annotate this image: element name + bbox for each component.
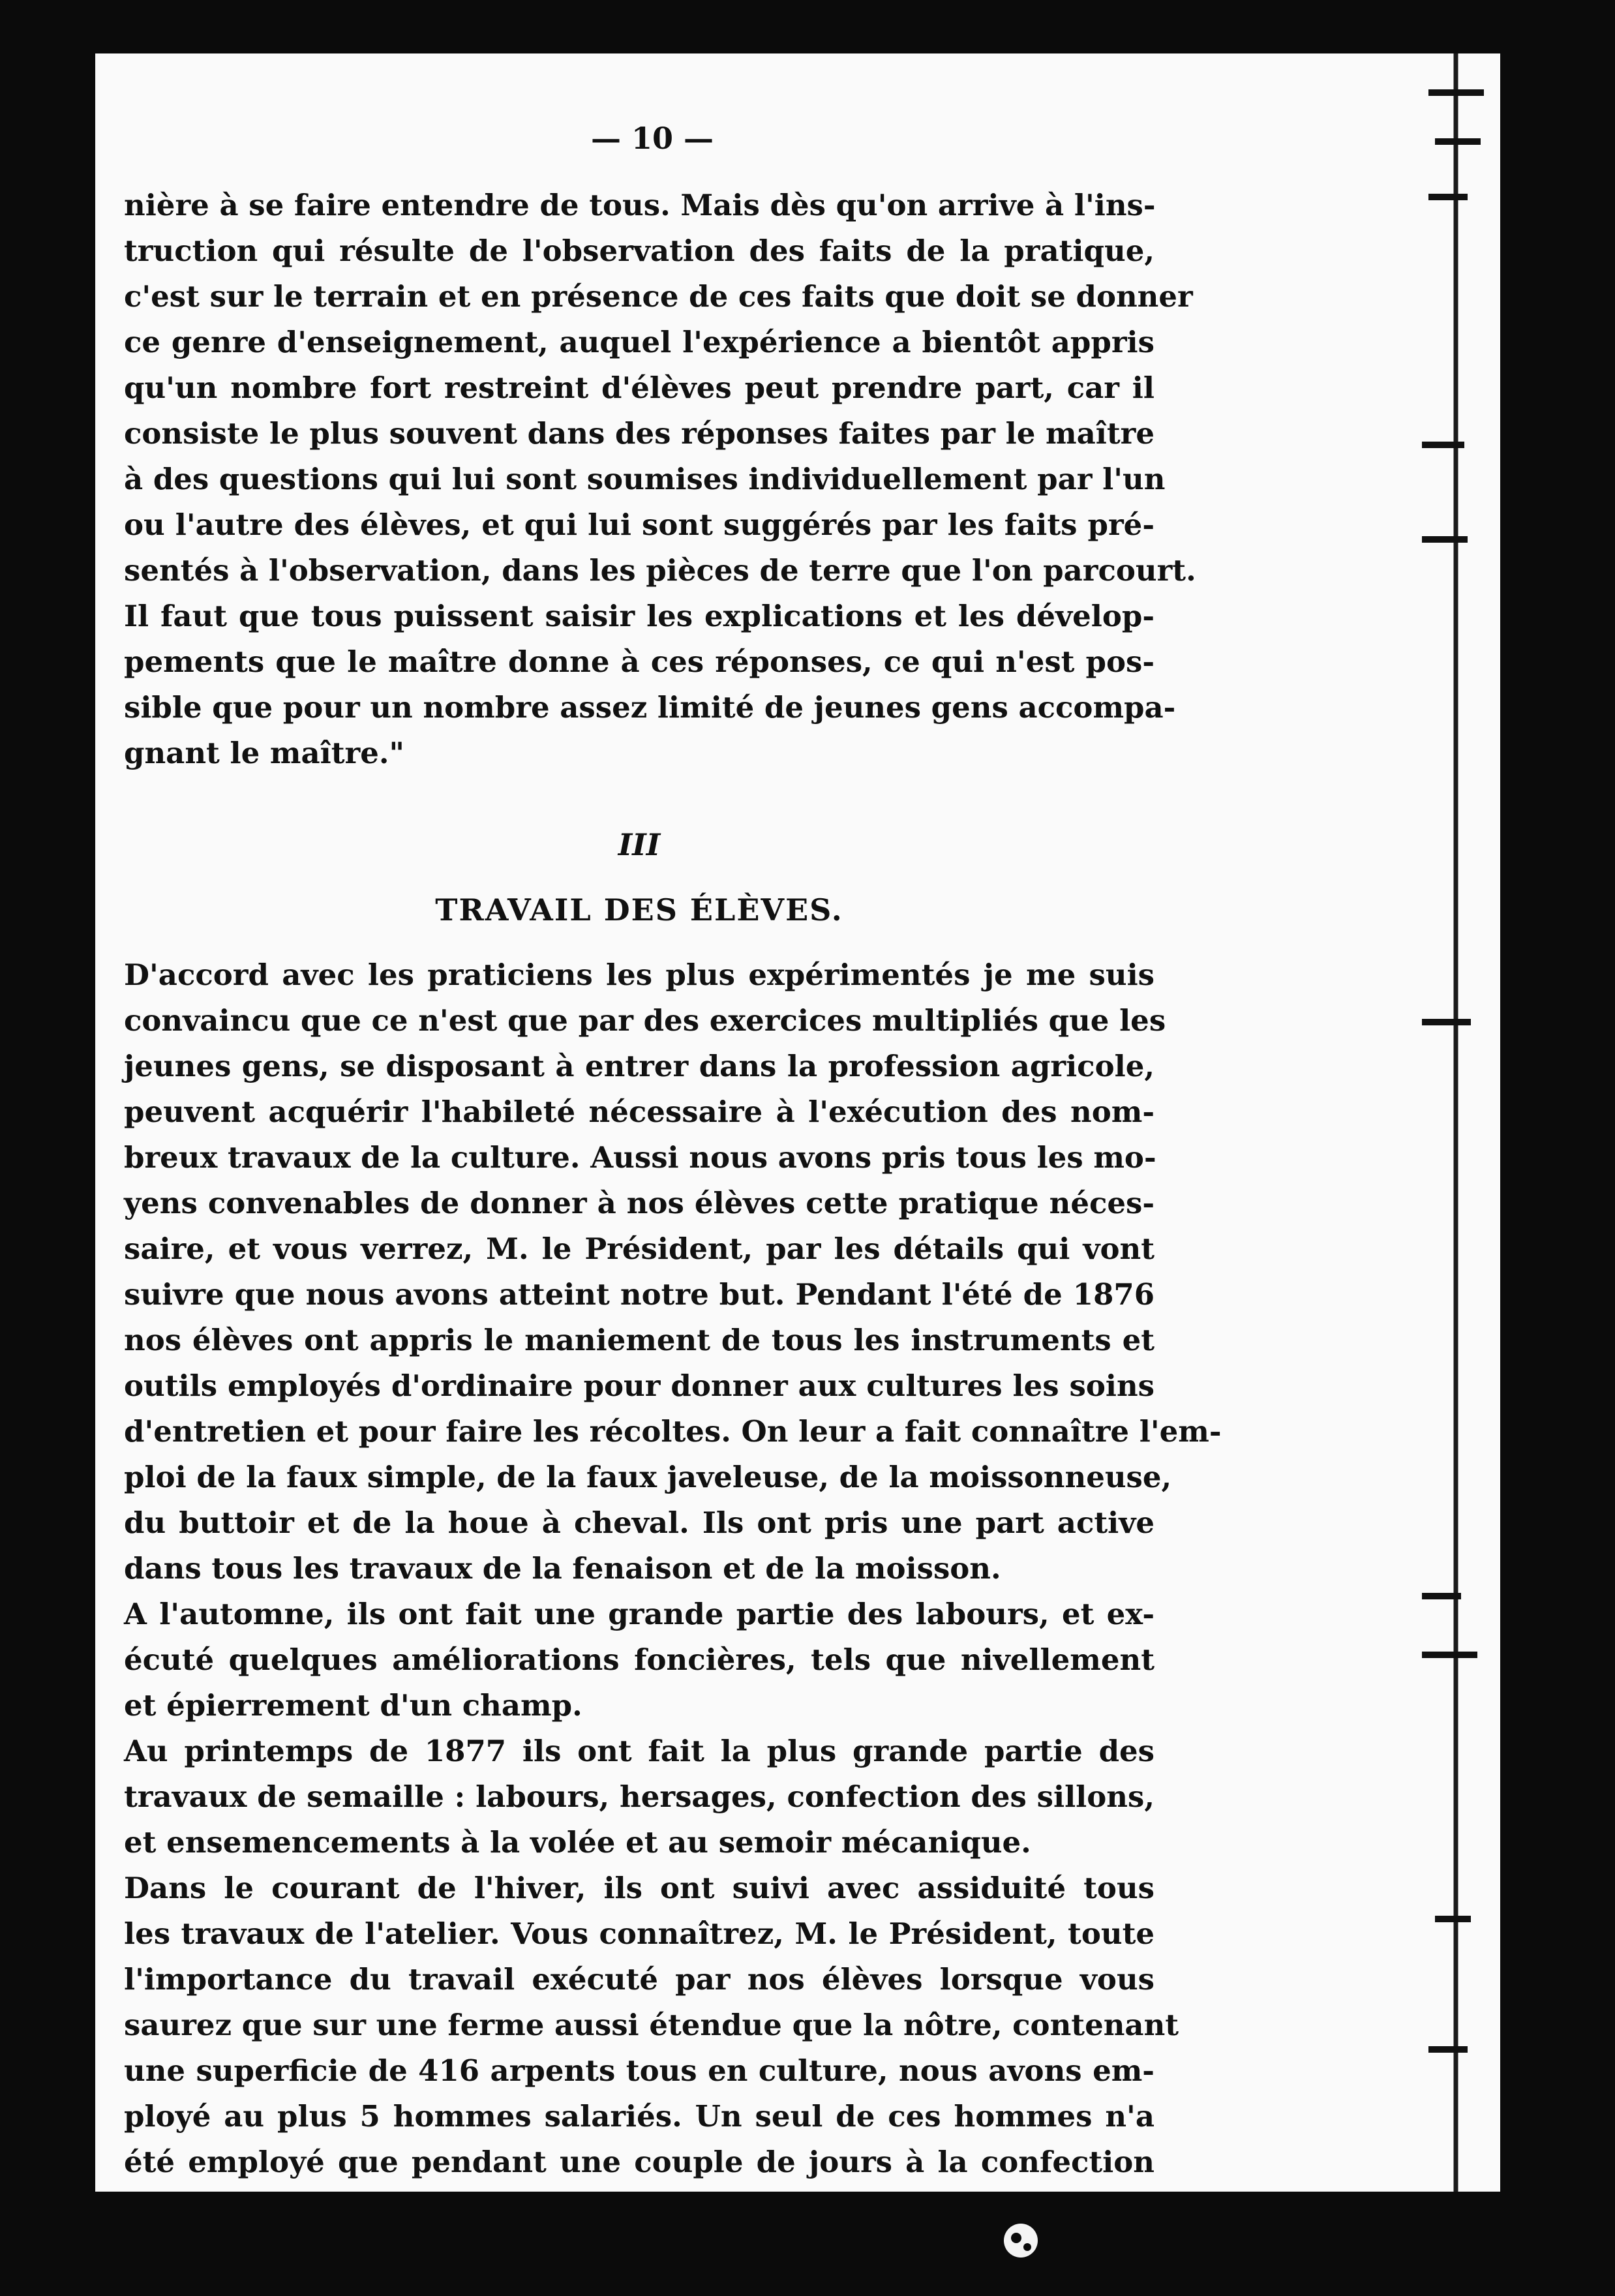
text-line: outils employés d'ordinaire pour donner aux cultures les soins [124,1368,1155,1403]
text-line: du buttoir et de la houe à cheval. Ils ont pris une part active [124,1505,1155,1540]
text-line: truction qui résulte de l'observation des faits de la pratique, [124,234,1155,268]
text-line: ce genre d'enseignement, auquel l'expérience a bientôt appris [124,325,1155,359]
text-line: saire, et vous verrez, M. le Président, par les détails qui vont [124,1231,1155,1266]
text-line: ployé au plus 5 hommes salariés. Un seul de ces hommes n'a [124,2099,1155,2134]
binding-stitches-graphic [1415,53,1500,2192]
text-line: et ensemencements à la volée et au semoir mécanique. [124,1825,1031,1860]
text-line: jeunes gens, se disposant à entrer dans la profession agricole, [124,1049,1155,1083]
paragraph-winter [124,1865,1179,2185]
text-line: yens convenables de donner à nos élèves cette pratique néces- [124,1186,1155,1220]
paragraph-spring [124,1729,1155,1865]
text-line: Dans le courant de l'hiver, ils ont suivi avec assiduité tous [124,1871,1155,1905]
text-line: breux travaux de la culture. Aussi nous avons pris tous les mo- [124,1140,1156,1175]
text-line: pements que le maître donne à ces réponses, ce qui n'est pos- [124,644,1155,679]
text-line: l'importance du travail exécuté par nos élèves lorsque vous [124,1962,1155,1997]
intro-paragraph [124,183,1196,776]
text-line: nos élèves ont appris le maniement de tous les instruments et [124,1323,1155,1357]
text-line: nière à se faire entendre de tous. Mais dès qu'on arrive à l'ins- [124,188,1156,222]
text-line: sentés à l'observation, dans les pièces de terre que l'on parcourt. [124,553,1196,588]
text-line: convaincu que ce n'est que par des exercices multipliés que les [124,1003,1166,1038]
section-title: TRAVAIL DES ÉLÈVES. [435,892,843,928]
text-line: travaux de semaille : labours, hersages, confection des sillons, [124,1779,1155,1814]
text-line: dans tous les travaux de la fenaison et de la moisson. [124,1551,1001,1586]
text-line: d'entretien et pour faire les récoltes. On leur a fait connaître l'em- [124,1414,1222,1449]
page-body [124,183,1222,2185]
text-line: sible que pour un nombre assez limité de jeunes gens accompa- [124,690,1176,725]
paragraph-autumn [124,1592,1155,1729]
text-line: et épierrement d'un champ. [124,1688,582,1723]
text-line: D'accord avec les praticiens les plus expérimentés je me suis [124,958,1155,992]
text-line: Au printemps de 1877 ils ont fait la plus grande partie des [124,1734,1155,1768]
section-number: III [618,827,661,862]
paragraph-practice [124,952,1222,1592]
page-number: — 10 — [590,121,714,156]
scan-blemish [991,2214,1050,2273]
text-line: les travaux de l'atelier. Vous connaîtrez, M. le Président, toute [124,1916,1155,1951]
text-line: ploi de la faux simple, de la faux javeleuse, de la moissonneuse, [124,1460,1172,1494]
text-line: c'est sur le terrain et en présence de ces faits que doit se donner [124,279,1193,314]
text-line: qu'un nombre fort restreint d'élèves peut prendre part, car il [124,370,1155,405]
text-line: Il faut que tous puissent saisir les explications et les dévelop- [124,599,1155,633]
text-line: ou l'autre des élèves, et qui lui sont suggérés par les faits pré- [124,507,1155,542]
text-line: été employé que pendant une couple de jours à la confection [124,2145,1155,2179]
text-line: écuté quelques améliorations foncières, tels que nivellement [124,1642,1155,1677]
page-binding-edge [1415,53,1500,2192]
text-line: saurez que sur une ferme aussi étendue que la nôtre, contenant [124,2008,1179,2042]
text-line: consiste le plus souvent dans des réponses faites par le maître [124,416,1155,451]
text-line: A l'automne, ils ont fait une grande partie des labours, et ex- [124,1597,1155,1631]
text-line: gnant le maître." [124,736,405,770]
text-line: à des questions qui lui sont soumises individuellement par l'un [124,462,1166,496]
text-line: suivre que nous avons atteint notre but. Pendant l'été de 1876 [124,1277,1155,1312]
text-line: une superficie de 416 arpents tous en culture, nous avons em- [124,2053,1155,2088]
text-line: peuvent acquérir l'habileté nécessaire à l'exécution des nom- [124,1095,1155,1129]
